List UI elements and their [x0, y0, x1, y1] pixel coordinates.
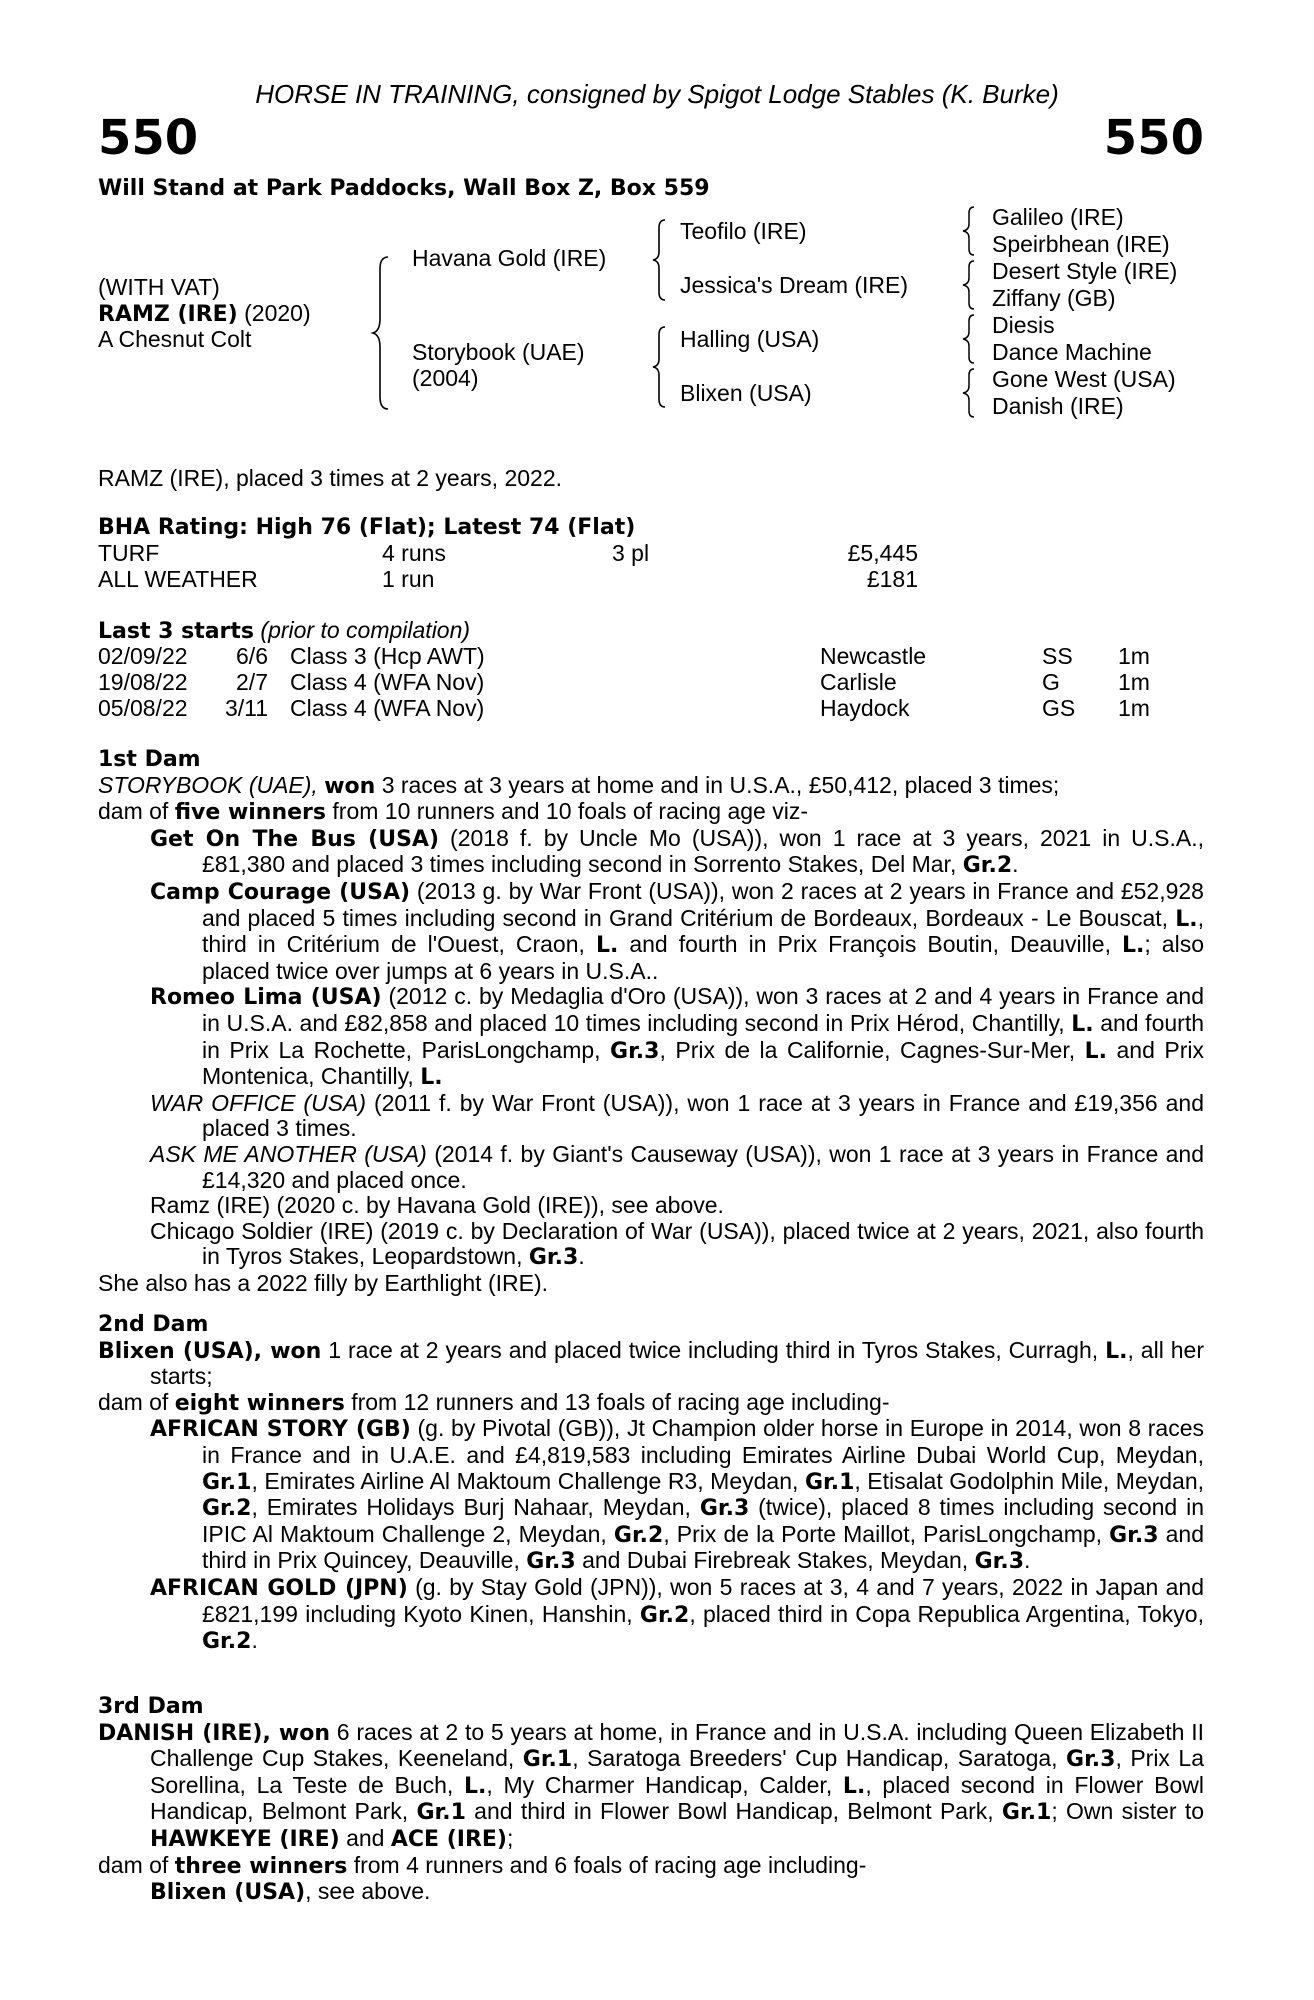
grade-label: L. — [420, 1065, 443, 1091]
first-dam-record: 3 races at 3 years at home and in U.S.A., £50,412, placed 3 times; — [375, 771, 1060, 798]
produce-text: , Prix de la Porte Maillot, ParisLongchamp, — [663, 1520, 1110, 1547]
produce-name: Blixen (USA) — [150, 1880, 306, 1906]
pedigree-dss: Diesis — [992, 312, 1055, 338]
start-date: 19/08/22 — [98, 669, 188, 695]
pedigree-ddd: Danish (IRE) — [992, 393, 1124, 419]
produce-text: and third in Prix Quincey, Deauville, — [202, 1520, 1205, 1574]
last-starts-heading: Last 3 starts — [98, 619, 255, 644]
grade-label: Gr.2 — [613, 1522, 664, 1548]
second-dam-name: Blixen (USA), — [98, 1338, 271, 1364]
produce-entry — [150, 1142, 1204, 1193]
produce-summary: from 10 runners and 10 foals of racing age viz- — [326, 798, 808, 825]
grade-label: L. — [1105, 1338, 1128, 1364]
second-dam-produce-intro — [98, 1390, 1204, 1417]
pedigree-dam: Storybook (UAE) — [412, 339, 585, 365]
grade-label: L. — [595, 933, 619, 959]
produce-text: (2018 f. by Uncle Mo (USA)), won 1 race at 3 years, 2021 in U.S.A., £81,380 and placed 3 times including second in Sorrento Stakes, Del Mar, — [202, 824, 1204, 878]
second-dam-heading: 2nd Dam — [98, 1312, 209, 1337]
pedigree-dds: Gone West (USA) — [992, 366, 1176, 392]
produce-text: . — [1012, 851, 1019, 878]
produce-name: ASK ME ANOTHER (USA) — [150, 1140, 427, 1167]
produce-text: ; also placed twice over jumps at 6 years in U.S.A.. — [202, 931, 1204, 984]
last-starts-note: (prior to compilation) — [260, 617, 471, 643]
consignment-line: HORSE IN TRAINING, consigned by Spigot Lodge Stables (K. Burke) — [255, 79, 1059, 109]
produce-text: and Dubai Firebreak Stakes, Meydan, — [575, 1547, 975, 1574]
pedigree-ss: Teofilo (IRE) — [680, 218, 807, 244]
last-starts-heading-line — [98, 618, 470, 645]
produce-text: , placed third in Copa Republica Argentina, Tokyo, — [689, 1600, 1204, 1627]
pedigree-ds: Halling (USA) — [680, 326, 820, 352]
third-dam-record: , My Charmer Handicap, Calder, — [486, 1771, 843, 1798]
lot-number-right: 550 — [1103, 110, 1204, 166]
produce-text: , Emirates Airline Al Maktoum Challenge R3, Meydan, — [251, 1467, 805, 1494]
winners-count: eight winners — [174, 1390, 345, 1416]
rating-runs: 4 runs — [382, 540, 446, 566]
start-position: 2/7 — [236, 669, 268, 695]
horse-year: (2020) — [244, 300, 311, 326]
start-going: G — [1042, 669, 1060, 695]
produce-entry — [150, 984, 1204, 1090]
stand-location: Will Stand at Park Paddocks, Wall Box Z, Box 559 — [98, 176, 710, 201]
produce-text: (g. by Stay Gold (JPN)), won 5 races at 3, 4 and 7 years, 2022 in Japan and £821,199 including Kyoto Kinen, Hanshin, — [202, 1573, 1204, 1627]
first-dam-name: STORYBOOK (UAE), — [98, 771, 325, 798]
grade-label: L. — [1122, 933, 1145, 959]
grade-label: L. — [842, 1773, 866, 1799]
produce-name: Get On The Bus (USA) — [150, 826, 440, 852]
produce-text: , Etisalat Godolphin Mile, Meydan, — [854, 1467, 1205, 1494]
produce-text: and Prix Montenica, Chantilly, — [202, 1036, 1204, 1090]
pedigree-brace-main — [370, 255, 394, 411]
grade-label: Gr.2 — [202, 1629, 252, 1655]
produce-text: and fourth in Prix François Boutin, Deauville, — [618, 931, 1122, 958]
produce-entry — [150, 1879, 1204, 1906]
pedigree-brace-sd — [960, 259, 980, 311]
start-date: 05/08/22 — [98, 695, 188, 721]
dam-of-label: dam of — [98, 1388, 175, 1415]
rating-prize: £5,445 — [847, 540, 918, 566]
produce-text: (2013 g. by War Front (USA)), won 2 races at 2 years in France and £52,928 and placed 5 times including second in Grand Critérium de Bordeaux, Bordeaux - Le Bouscat, — [202, 877, 1204, 931]
grade-label: Gr.3 — [974, 1549, 1025, 1575]
produce-text: (2011 f. by War Front (USA)), won 1 race at 3 years in France and £19,356 and placed 3 times. — [202, 1089, 1204, 1142]
second-dam-record: 1 race at 2 years and placed twice including third in Tyros Stakes, Curragh, — [321, 1336, 1106, 1363]
produce-text: , Prix de la Californie, Cagnes-Sur-Mer, — [659, 1036, 1085, 1063]
start-course: Carlisle — [820, 669, 897, 695]
horse-name: RAMZ (IRE) — [98, 302, 238, 327]
produce-entry — [150, 1219, 1204, 1271]
won-label: won — [270, 1338, 322, 1364]
produce-entry — [150, 1416, 1204, 1575]
horse-name-line — [98, 301, 311, 328]
third-dam-record: 6 races at 2 to 5 years at home, in France and in U.S.A. including Queen Elizabeth II Challenge Cup Stakes, Keeneland, — [150, 1718, 1204, 1772]
start-distance: 1m — [1118, 695, 1150, 721]
produce-text: Chicago Soldier (IRE) (2019 c. by Declaration of War (USA)), placed twice at 2 years, 2021, also fourth in Tyros Stakes, Leopardstown, — [150, 1217, 1204, 1270]
first-dam-intro — [98, 773, 1204, 800]
produce-name: AFRICAN STORY (GB) — [150, 1417, 411, 1443]
third-dam-heading: 3rd Dam — [98, 1694, 204, 1719]
produce-text: , see above. — [305, 1878, 431, 1905]
pedigree-ssd: Speirbhean (IRE) — [992, 231, 1170, 257]
third-dam-record: , Prix La Sorellina, La Teste de Buch, — [150, 1745, 1204, 1798]
first-dam-heading: 1st Dam — [98, 747, 201, 772]
pedigree-dd: Blixen (USA) — [680, 380, 812, 406]
second-dam-intro — [98, 1338, 1204, 1390]
grade-label: Gr.3 — [1066, 1747, 1116, 1773]
rating-surface: ALL WEATHER — [98, 566, 258, 592]
pedigree-sire: Havana Gold (IRE) — [412, 245, 607, 271]
start-position: 3/11 — [224, 695, 268, 721]
first-dam-produce-intro — [98, 799, 1204, 826]
winners-count: five winners — [174, 800, 327, 826]
grade-label: Gr.1 — [202, 1469, 252, 1495]
produce-text: (twice), placed 8 times including second in IPIC Al Maktoum Challenge 2, Meydan, — [202, 1494, 1204, 1547]
grade-label: Gr.2 — [639, 1602, 690, 1628]
pedigree-sd: Jessica's Dream (IRE) — [680, 272, 909, 298]
rating-surface: TURF — [98, 540, 160, 566]
produce-entry — [150, 1575, 1204, 1655]
produce-text: (2012 c. by Medaglia d'Oro (USA)), won 3 races at 2 and 4 years in France and in U.S.A. and £82,858 and placed 10 times including second in Prix Hérod, Chantilly, — [202, 983, 1204, 1036]
grade-label: Gr.2 — [962, 853, 1013, 879]
produce-text: . — [578, 1243, 585, 1270]
grade-label: Gr.1 — [416, 1800, 466, 1826]
third-dam-produce-intro — [98, 1853, 1204, 1880]
pedigree-brace-dd — [960, 367, 980, 419]
rating-placed: 3 pl — [612, 540, 650, 566]
vat-note: (WITH VAT) — [98, 274, 220, 300]
produce-text: , Emirates Holidays Burj Nahaar, Meydan, — [251, 1494, 700, 1521]
produce-text: (g. by Pivotal (GB)), Jt Champion older horse in Europe in 2014, won 8 races in France and in U.A.E. and £4,819,583 including Emirates Airline Dubai World Cup, Meydan, — [202, 1415, 1204, 1468]
won-label: won — [324, 773, 376, 799]
grade-label: Gr.1 — [1001, 1800, 1052, 1826]
third-dam-intro — [98, 1720, 1204, 1853]
pedigree-brace-sire — [650, 218, 670, 302]
produce-name: AFRICAN GOLD (JPN) — [150, 1575, 408, 1601]
dam-of-label: dam of — [98, 798, 175, 825]
grade-label: Gr.3 — [528, 1245, 579, 1271]
horse-description: A Chesnut Colt — [98, 326, 252, 352]
grade-label: Gr.2 — [202, 1496, 252, 1522]
third-dam-record: , placed second in Flower Bowl Handicap, Belmont Park, — [150, 1771, 1204, 1825]
third-dam-name: DANISH (IRE), — [98, 1720, 279, 1746]
grade-label: L. — [1084, 1038, 1108, 1064]
start-race: Class 4 (WFA Nov) — [290, 695, 485, 721]
grade-label: Gr.1 — [522, 1747, 573, 1773]
pedigree-sds: Desert Style (IRE) — [992, 258, 1178, 284]
start-position: 6/6 — [236, 643, 268, 669]
third-dam-record: and — [339, 1824, 391, 1851]
third-dam-record: and third in Flower Bowl Handicap, Belmont Park, — [465, 1798, 1002, 1825]
produce-entry — [150, 879, 1204, 984]
first-dam-note: She also has a 2022 filly by Earthlight (IRE). — [98, 1269, 549, 1296]
grade-label: L. — [1071, 1011, 1094, 1037]
produce-summary: from 4 runners and 6 foals of racing age including- — [347, 1851, 867, 1878]
start-race: Class 3 (Hcp AWT) — [290, 643, 485, 669]
grade-label: Gr.3 — [526, 1549, 576, 1575]
second-dam-section — [98, 1312, 1204, 1655]
rating-prize: £181 — [866, 566, 918, 592]
pedigree-brace-dam — [650, 325, 670, 409]
pedigree-dam-year: (2004) — [412, 365, 479, 391]
bha-rating-heading: BHA Rating: High 76 (Flat); Latest 74 (Flat) — [98, 515, 636, 540]
start-distance: 1m — [1118, 669, 1150, 695]
produce-entry — [150, 1091, 1204, 1142]
start-race: Class 4 (WFA Nov) — [290, 669, 485, 695]
second-dam-record: , all her starts; — [150, 1336, 1204, 1390]
start-course: Haydock — [820, 695, 910, 721]
produce-text: and fourth in Prix La Rochette, ParisLongchamp, — [202, 1009, 1204, 1063]
start-date: 02/09/22 — [98, 643, 188, 669]
produce-name: Romeo Lima (USA) — [150, 985, 382, 1011]
lot-number-left: 550 — [98, 110, 199, 166]
rating-runs: 1 run — [382, 566, 435, 592]
grade-label: Gr.3 — [610, 1038, 660, 1064]
pedigree-sss: Galileo (IRE) — [992, 204, 1124, 230]
pedigree-dsd: Dance Machine — [992, 339, 1152, 365]
produce-text: , third in Critérium de l'Ouest, Craon, — [202, 904, 1204, 958]
produce-summary: from 12 runners and 13 foals of racing age including- — [344, 1388, 890, 1415]
third-dam-record: , Saratoga Breeders' Cup Handicap, Saratoga, — [572, 1745, 1067, 1772]
start-going: GS — [1042, 695, 1076, 721]
grade-label: Gr.3 — [699, 1496, 750, 1522]
third-dam-section — [98, 1694, 1204, 1906]
first-dam-section — [98, 747, 1204, 1296]
produce-text: . — [251, 1627, 258, 1654]
won-label: won — [278, 1720, 330, 1746]
sibling-name: HAWKEYE (IRE) — [150, 1826, 340, 1852]
produce-name: Camp Courage (USA) — [150, 879, 411, 905]
grade-label: Gr.1 — [804, 1469, 855, 1495]
start-distance: 1m — [1118, 643, 1150, 669]
grade-label: L. — [464, 1773, 487, 1799]
grade-label: Gr.3 — [1109, 1522, 1159, 1548]
pedigree-brace-ds — [960, 313, 980, 365]
start-course: Newcastle — [820, 643, 927, 669]
winners-count: three winners — [174, 1853, 348, 1879]
start-going: SS — [1042, 643, 1073, 669]
sibling-name: ACE (IRE) — [390, 1826, 507, 1852]
pedigree-sdd: Ziffany (GB) — [992, 285, 1116, 311]
produce-entry: Ramz (IRE) (2020 c. by Havana Gold (IRE)), see above. — [150, 1192, 724, 1219]
produce-entry — [150, 826, 1204, 879]
race-summary: RAMZ (IRE), placed 3 times at 2 years, 2022. — [98, 465, 563, 491]
produce-text: (2014 f. by Giant's Causeway (USA)), won 1 race at 3 years in France and £14,320 and placed once. — [202, 1140, 1204, 1193]
grade-label: L. — [1175, 906, 1198, 932]
pedigree-brace-ss — [960, 205, 980, 257]
third-dam-record: ; Own sister to — [1051, 1798, 1205, 1825]
produce-name: WAR OFFICE (USA) — [150, 1089, 367, 1116]
dam-of-label: dam of — [98, 1851, 175, 1878]
third-dam-record: ; — [506, 1824, 514, 1851]
produce-text: . — [1024, 1547, 1031, 1574]
